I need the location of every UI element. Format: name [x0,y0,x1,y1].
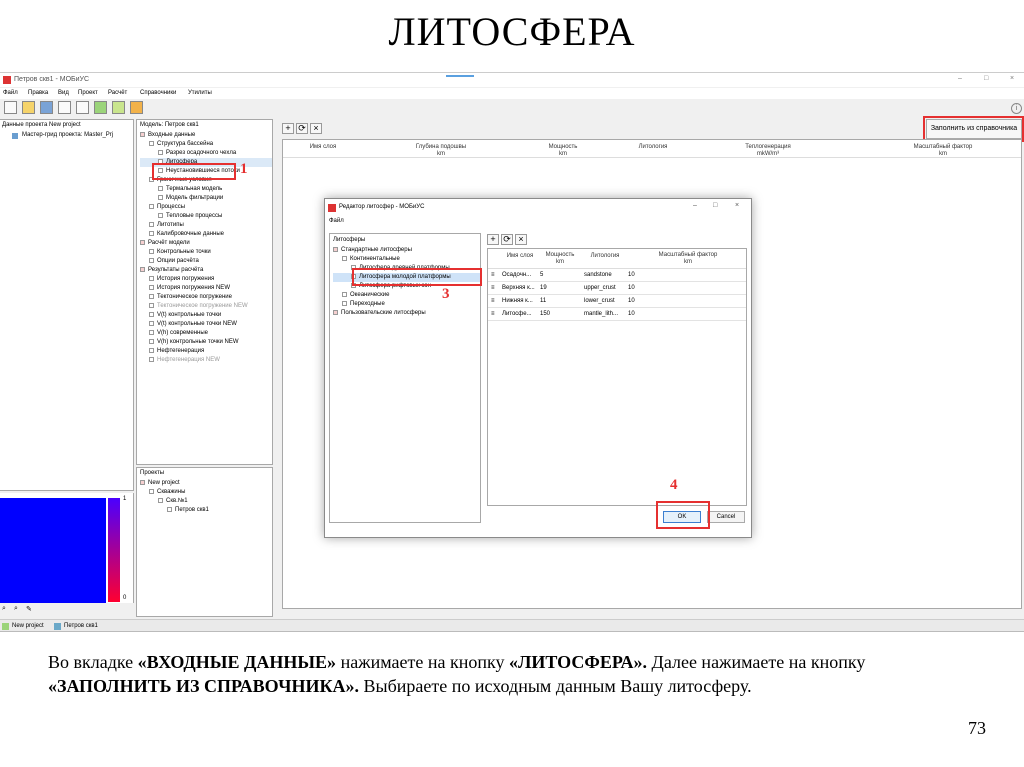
tree-item-label: История погружения [157,276,215,282]
tree-item[interactable] [140,356,272,365]
app-maximize-button[interactable]: □ [984,75,989,82]
tree-item-label: Континентальные [350,256,400,262]
body-part-4: «ЛИТОСФЕРА». [508,652,648,672]
col-heat: Теплогенерация mkW/m³ [745,144,791,157]
tree-item-label: Термальная модель [166,186,223,192]
tree-item[interactable] [140,149,272,158]
table-cell[interactable]: mantle_lith... [584,311,619,317]
projects-tree [140,479,272,515]
save-icon[interactable] [40,101,53,114]
tree-node-icon [140,480,145,485]
tree-item[interactable] [140,248,272,257]
dialog-maximize-button[interactable]: □ [713,202,718,209]
tree-item-label: Скважины [157,489,186,495]
tree-item[interactable] [333,255,481,264]
tree-item[interactable] [140,140,272,149]
well-icon [54,623,61,630]
tree-item[interactable] [333,300,481,309]
tree-item[interactable] [140,311,272,320]
table-cell[interactable]: 10 [628,298,635,304]
run-icon[interactable] [58,101,71,114]
table-cell[interactable]: upper_crust [584,285,616,291]
app-close-button[interactable]: × [1010,75,1015,82]
menu-view[interactable]: Вид [58,90,69,96]
dialog-close-button[interactable]: × [735,202,740,209]
tab-petrov[interactable]: Петров скв1 [64,623,98,629]
dialog-tree-title: Литосферы [333,237,366,243]
project-data-panel [0,119,134,491]
col-lithology: Литология [638,144,668,150]
tree-item[interactable] [333,309,481,318]
master-grid-item[interactable]: Мастер-грид проекта: Master_Prj [22,132,114,138]
tree-item[interactable] [140,266,272,275]
row-handle-icon[interactable]: ≡ [491,272,495,278]
tree-item-label: Результаты расчёта [148,267,204,273]
body-part-2: «ВХОДНЫЕ ДАННЫЕ» [137,652,337,672]
menu-file[interactable]: Файл [3,90,18,96]
row-handle-icon[interactable]: ≡ [491,311,495,317]
tree-item[interactable] [140,506,272,515]
dialog-col-lithology: Литология [590,253,620,259]
projects-title: Проекты [140,470,165,476]
tree-item[interactable] [140,203,272,212]
tree-item[interactable] [140,284,272,293]
tree-item-label: Граничные условия [157,177,212,183]
folder-open-icon[interactable] [22,101,35,114]
tree-node-icon [149,222,154,227]
table-cell[interactable]: Осадочн... [502,272,532,278]
tree-item[interactable] [140,212,272,221]
tree-item[interactable] [140,239,272,248]
tree-item-label: Тепловые процессы [166,213,223,219]
dialog-logo-icon [328,204,336,212]
page-number: 73 [968,718,986,738]
tree-node-icon [158,213,163,218]
tree-item-label: Литосфера [166,159,198,165]
dialog-refresh-button[interactable]: ⟳ [501,234,513,245]
tree-item-label: Петров скв1 [175,507,209,513]
dialog-minimize-button[interactable]: – [693,202,697,209]
table-cell[interactable]: Нижняя к... [502,298,533,304]
tree-item-label: Литосфера древней платформы [359,265,450,271]
tree-node-icon [149,489,154,494]
menu-utilities[interactable]: Утилиты [188,90,212,96]
dialog-add-button[interactable]: + [487,234,499,245]
tree-node-icon [149,303,154,308]
colormap-view [0,493,134,603]
colorbar-min: 0 [123,595,127,601]
tree-node-icon [342,256,347,261]
tree-node-icon [140,132,145,137]
table-cell[interactable]: 10 [628,272,635,278]
row-handle-icon[interactable]: ≡ [491,285,495,291]
tree-item-label: Скв.№1 [166,498,188,504]
tree-item-label: Входные данные [148,132,196,138]
menu-bar [0,88,1024,99]
tree-node-icon [167,507,172,512]
tree-item-label: Опции расчёта [157,258,199,264]
body-part-1: Во вкладке [48,652,138,672]
tree-item-label: Расчёт модели [148,240,190,246]
tree-node-icon [149,348,154,353]
tree-item-label: Модель фильтрации [166,195,224,201]
table-cell[interactable]: lower_crust [584,298,615,304]
dialog-col-name: Имя слоя [506,253,534,259]
col-thickness: Мощность km [548,144,578,157]
menu-edit[interactable]: Правка [28,90,49,96]
menu-project[interactable]: Проект [78,90,98,96]
tree-node-icon [149,276,154,281]
tree-node-icon [149,357,154,362]
tree-item-label: Процессы [157,204,186,210]
table-cell[interactable]: 10 [628,311,635,317]
add-row-button[interactable]: + [282,123,294,134]
tree-node-icon [158,186,163,191]
annotation-number-3: 3 [442,286,450,302]
tree-node-icon [149,285,154,290]
tree-item-label: Нефтегенерация [157,348,205,354]
dialog-col-scale: Масштабный фактор km [658,252,718,265]
slide-body-text [48,650,908,698]
projects-panel [136,467,273,617]
tree-item-label: Океанические [350,292,390,298]
zoom-out-icon[interactable]: ⌕ [14,605,18,612]
tree-item-label: Литосфера рифтовых зон [359,283,431,289]
tree-node-icon [149,321,154,326]
tree-item-label: Нефтегенерация NEW [157,357,220,363]
tree-item-label: Контрольные точки [157,249,211,255]
info-icon[interactable]: i [1011,103,1022,114]
tree-item[interactable] [140,320,272,329]
tree-item[interactable] [140,185,272,194]
tree-node-icon [149,231,154,236]
main-table-header [283,140,1021,158]
table-cell[interactable]: 19 [540,285,547,291]
tree-item[interactable] [333,246,481,255]
tree-node-icon [149,141,154,146]
tree-item-label: Структура бассейна [157,141,214,147]
tree-item-label: Переходные [350,301,385,307]
tree-node-icon [149,204,154,209]
bottom-tabs [0,619,1024,632]
app-logo-icon [3,76,11,84]
tree-item-label: Пользовательские литосферы [341,310,426,316]
dialog-table [487,248,747,506]
tree-item-label: Разрез осадочного чехла [166,150,237,156]
tree-item-label: Стандартные литосферы [341,247,412,253]
app-title-bar [0,73,1024,87]
col-layer-name: Имя слоя [309,144,337,150]
toolbar [4,101,146,117]
table-row[interactable] [488,308,746,321]
tree-node-icon [149,339,154,344]
tree-node-icon [140,240,145,245]
project-icon [2,623,9,630]
refresh-button[interactable]: ⟳ [296,123,308,134]
table-row[interactable] [488,269,746,282]
tree-item[interactable] [140,338,272,347]
table-cell[interactable]: Литосфе... [502,311,532,317]
tree-node-icon [149,294,154,299]
body-part-6: «ЗАПОЛНИТЬ ИЗ СПРАВОЧНИКА». [48,676,359,696]
tree-node-icon [158,498,163,503]
tree-item[interactable] [140,497,272,506]
app-window-title: Петров скв1 - МОБиУС [14,76,90,83]
annotation-number-4: 4 [670,477,678,493]
grid-icon [12,133,18,139]
annotation-number-1: 1 [240,161,248,177]
tree-item[interactable] [140,347,272,356]
tree-item-label: Тектоническое погружение NEW [157,303,248,309]
tree-item-label: История погружения NEW [157,285,230,291]
table-cell[interactable]: 150 [540,311,551,317]
tree-item[interactable] [140,230,272,239]
body-part-7: Выбираете по исходным данным Вашу литосферу. [359,676,752,696]
slide-title: ЛИТОСФЕРА [388,9,636,54]
plant-icon[interactable] [112,101,125,114]
tree-item[interactable] [140,221,272,230]
ok-button[interactable]: OK [663,511,701,523]
dialog-table-rows [488,269,746,321]
fill-from-reference-button[interactable]: Заполнить из справочника [926,119,1022,139]
tree-item[interactable] [140,275,272,284]
tree-node-icon [140,267,145,272]
tree-node-icon [342,292,347,297]
tree-node-icon [333,310,338,315]
annotation-box-4 [656,501,710,529]
tree-item[interactable] [140,257,272,266]
tree-node-icon [342,301,347,306]
tree-item-label: New project [148,480,180,486]
pencil-icon[interactable]: ✎ [26,606,32,613]
tree-node-icon [149,312,154,317]
project-data-title: Данные проекта New project [2,122,81,128]
dialog-delete-button[interactable]: × [515,234,527,245]
tree-item-label: V(h) контрольные точки NEW [157,339,239,345]
colorbar-max: 1 [123,496,127,502]
menu-calc[interactable]: Расчёт [108,90,128,96]
lithosphere-editor-dialog [324,198,752,538]
table-cell[interactable]: sandstone [584,272,612,278]
row-handle-icon[interactable]: ≡ [491,298,495,304]
model-tree-title: Модель: Петров скв1 [140,122,199,128]
table-cell[interactable]: 5 [540,272,544,278]
body-part-5: Далее нажимаете на кнопку [647,652,866,672]
cancel-button[interactable]: Cancel [707,511,745,523]
tree-item-label: V(t) контрольные точки [157,312,222,318]
table-row[interactable] [488,282,746,295]
tree-item[interactable] [140,131,272,140]
tree-item[interactable] [140,329,272,338]
tree-node-icon [158,150,163,155]
tree-item[interactable] [140,488,272,497]
annotation-box-3 [352,268,482,286]
app-minimize-button[interactable]: – [958,75,962,82]
tree-item[interactable] [140,194,272,203]
tree-node-icon [149,258,154,263]
dialog-col-thickness: Мощность km [545,252,575,265]
table-cell[interactable]: 10 [628,285,635,291]
tree-item[interactable] [140,293,272,302]
delete-row-button[interactable]: × [310,123,322,134]
tree-node-icon [158,195,163,200]
tab-new-project[interactable]: New project [12,623,44,629]
tree-item-label: V(h) современные [157,330,209,336]
dialog-menu-file[interactable]: Файл [329,218,344,224]
table-cell[interactable]: Верхняя к... [502,285,535,291]
tree-item-label: Литосфера молодой платформы [359,274,451,280]
tree-item-label: Тектоническое погружение [157,294,232,300]
tree-item[interactable] [140,302,272,311]
zoom-in-icon[interactable]: ⌕ [2,605,6,612]
tree-node-icon [149,330,154,335]
table-row[interactable] [488,295,746,308]
figure-icon[interactable] [76,101,89,114]
leaf-icon[interactable] [130,101,143,114]
tree-node-icon [149,249,154,254]
menu-references[interactable]: Справочники [140,90,177,96]
dialog-title: Редактор литосфер - МОБиУС [339,204,425,210]
tree-item[interactable] [140,479,272,488]
tree-item-label: V(t) контрольные точки NEW [157,321,237,327]
tree-item-label: Литотипы [157,222,184,228]
tree-item[interactable] [333,291,481,300]
col-depth: Глубина подошвы km [415,144,467,157]
table-cell[interactable]: 11 [540,298,547,304]
tree-node-icon [333,247,338,252]
dialog-table-header [488,249,746,269]
col-scale: Масштабный фактор km [913,144,973,157]
annotation-box-1 [152,163,236,180]
colorbar [108,498,120,602]
title-accent [446,75,474,77]
tree-icon[interactable] [94,101,107,114]
body-part-3: нажимаете на кнопку [336,652,509,672]
edit-icon[interactable] [4,101,17,114]
colormap-image [0,498,106,603]
tree-item-label: Неустановившиеся потоки [166,168,240,174]
tree-item-label: Калибровочные данные [157,231,224,237]
